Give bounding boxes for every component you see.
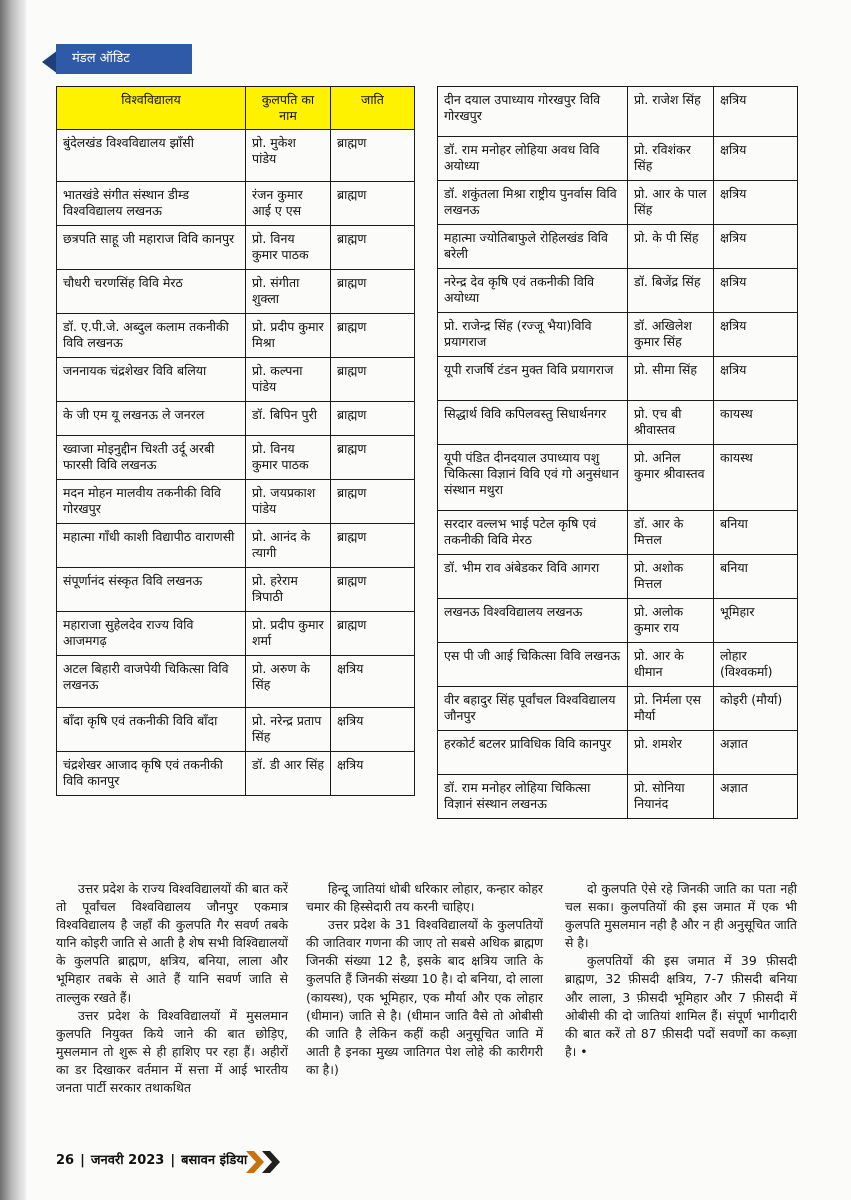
section-label: मंडल ऑडिट <box>72 51 130 66</box>
table-row <box>438 731 798 775</box>
double-chevron-icon <box>246 1151 286 1173</box>
cell-vc-name: प्रो. सीमा सिंह <box>628 357 714 401</box>
table-row <box>438 137 798 181</box>
cell-vc-name: प्रो. अनिल कुमार श्रीवास्तव <box>628 445 714 511</box>
cell-caste: कोइरी (मौर्या) <box>714 687 798 731</box>
cell-caste: क्षत्रिय <box>714 225 798 269</box>
cell-vc-name: डॉ. बिपिन पुरी <box>246 402 331 436</box>
cell-university: वीर बहादुर सिंह पूर्वांचल विश्वविद्यालय जौनपुर <box>438 687 628 731</box>
cell-university: डॉ. राम मनोहर लोहिया अवध विवि अयोध्या <box>438 137 628 181</box>
cell-vc-name: प्रो. जयप्रकाश पांडेय <box>246 480 331 524</box>
table-header-row <box>57 87 415 130</box>
cell-university: चंद्रशेखर आजाद कृषि एवं तकनीकी विवि कानपुर <box>57 752 246 796</box>
table-row <box>438 775 798 819</box>
cell-caste: ब्राह्मण <box>331 524 415 568</box>
cell-university: संपूर्णानंद संस्कृत विवि लखनऊ <box>57 568 246 612</box>
cell-caste: ब्राह्मण <box>331 612 415 656</box>
cell-caste: क्षत्रिय <box>714 357 798 401</box>
cell-vc-name: प्रो. आर के पाल सिंह <box>628 181 714 225</box>
table-row <box>57 480 415 524</box>
header-vc-name: कुलपति का नाम <box>246 87 331 130</box>
cell-caste: क्षत्रिय <box>714 269 798 313</box>
cell-vc-name: प्रो. एच बी श्रीवास्तव <box>628 401 714 445</box>
table-row <box>438 555 798 599</box>
article-column-2 <box>306 880 543 1079</box>
cell-university: नरेन्द्र देव कृषि एवं तकनीकी विवि अयोध्या <box>438 269 628 313</box>
article-column-1 <box>56 880 288 1097</box>
cell-university: सिद्धार्थ विवि कपिलवस्तु सिधार्थनगर <box>438 401 628 445</box>
cell-university: यूपी पंडित दीनदयाल उपाध्याय पशु चिकित्सा विज्ञानं विवि एवं गो अनुसंधान संस्थान मथुरा <box>438 445 628 511</box>
cell-vc-name: प्रो. विनय कुमार पाठक <box>246 436 331 480</box>
article-paragraph: उत्तर प्रदेश के विश्वविद्यालयों में मुसलमान कुलपति नियुक्त किये जाने की बात छोड़िए, मुसलमान तो शुरू से ही हाशिए पर रहा हैं। अहीरों का डर दिखाकर वर्तमान में सत्ता में आई भारतीय जनता पार्टी सरकार तथाकथित <box>56 1007 288 1096</box>
table-row <box>438 445 798 511</box>
table-row <box>438 599 798 643</box>
cell-vc-name: प्रो. शमशेर <box>628 731 714 775</box>
table-row <box>438 313 798 357</box>
table-row <box>57 752 415 796</box>
cell-university: छत्रपति साहू जी महाराज विवि कानपुर <box>57 226 246 270</box>
cell-caste: क्षत्रिय <box>714 313 798 357</box>
cell-vc-name: प्रो. प्रदीप कुमार शर्मा <box>246 612 331 656</box>
cell-caste: क्षत्रिय <box>331 752 415 796</box>
cell-vc-name: प्रो. आनंद के त्यागी <box>246 524 331 568</box>
cell-university: प्रो. राजेन्द्र सिंह (रज्जू भैया)विवि प्रयागराज <box>438 313 628 357</box>
vc-caste-table-left <box>56 86 415 796</box>
table-row <box>57 226 415 270</box>
cell-vc-name: प्रो. रविशंकर सिंह <box>628 137 714 181</box>
article-paragraph: दो कुलपति ऐसे रहे जिनकी जाति का पता नही चल सका। कुलपतियों की इस जमात में एक भी कुलपति मुसलमान नही है और न ही अनुसूचित जाति से है। <box>565 881 797 951</box>
article-paragraph: कुलपतियों की इस जमात में 39 फ़ीसदी ब्राह्मण, 32 फ़ीसदी क्षत्रिय, 7-7 फ़ीसदी बनिया और लाला, 3 फ़ीसदी भूमिहार और 7 फ़ीसदी में ओबीसी की दो जातियां शामिल हैं। संपूर्ण भागीदारी की बात करें तो 87 फ़ीसदी पदों सवर्णों का कब्ज़ा है। • <box>565 953 797 1059</box>
cell-university: सरदार वल्लभ भाई पटेल कृषि एवं तकनीकी विवि मेरठ <box>438 511 628 555</box>
table-row <box>57 402 415 436</box>
cell-caste: ब्राह्मण <box>331 226 415 270</box>
table-row <box>57 130 415 182</box>
header-caste: जाति <box>331 87 415 130</box>
cell-vc-name: प्रो. के पी सिंह <box>628 225 714 269</box>
cell-vc-name: डॉ. अखिलेश कुमार सिंह <box>628 313 714 357</box>
article-column-3 <box>565 880 797 1061</box>
cell-caste: ब्राह्मण <box>331 358 415 402</box>
cell-university: महात्मा गाँधी काशी विद्यापीठ वाराणसी <box>57 524 246 568</box>
cell-caste: बनिया <box>714 555 798 599</box>
cell-caste: क्षत्रिय <box>331 656 415 708</box>
table-row <box>438 511 798 555</box>
cell-caste: ब्राह्मण <box>331 182 415 226</box>
cell-caste: ब्राह्मण <box>331 402 415 436</box>
cell-vc-name: प्रो. नरेन्द्र प्रताप सिंह <box>246 708 331 752</box>
page-footer: 26 | जनवरी 2023 | बसावन इंडिया <box>56 1153 248 1168</box>
table-row <box>438 269 798 313</box>
table-row <box>57 358 415 402</box>
section-tag <box>42 44 192 76</box>
cell-university: दीन दयाल उपाध्याय गोरखपुर विवि गोरखपुर <box>438 87 628 137</box>
cell-university: एस पी जी आई चिकित्सा विवि लखनऊ <box>438 643 628 687</box>
vc-caste-table-right <box>437 86 798 819</box>
cell-caste: ब्राह्मण <box>331 314 415 358</box>
cell-caste: क्षत्रिय <box>714 181 798 225</box>
cell-vc-name: डॉ. आर के मित्तल <box>628 511 714 555</box>
cell-university: मदन मोहन मालवीय तकनीकी विवि गोरखपुर <box>57 480 246 524</box>
cell-vc-name: प्रो. कल्पना पांडेय <box>246 358 331 402</box>
cell-vc-name: प्रो. विनय कुमार पाठक <box>246 226 331 270</box>
article-paragraph: हिन्दू जातियां धोबी धरिकार लोहार, कन्हार कोहर चमार की हिस्सेदारी तय करनी चाहिए। <box>306 881 543 915</box>
cell-university: बुंदेलखंड विश्वविद्यालय झाँसी <box>57 130 246 182</box>
cell-university: डॉ. शकुंतला मिश्रा राष्ट्रीय पुनर्वास विवि लखनऊ <box>438 181 628 225</box>
cell-caste: क्षत्रिय <box>714 137 798 181</box>
cell-university: बाँदा कृषि एवं तकनीकी विवि बाँदा <box>57 708 246 752</box>
cell-vc-name: प्रो. संगीता शुक्ला <box>246 270 331 314</box>
cell-vc-name: प्रो. मुकेश पांडेय <box>246 130 331 182</box>
cell-vc-name: प्रो. अशोक मित्तल <box>628 555 714 599</box>
cell-university: लखनऊ विश्वविद्यालय लखनऊ <box>438 599 628 643</box>
cell-caste: ब्राह्मण <box>331 130 415 182</box>
table-row <box>438 401 798 445</box>
cell-caste: कायस्थ <box>714 445 798 511</box>
table-row <box>57 612 415 656</box>
cell-caste: भूमिहार <box>714 599 798 643</box>
magazine-name: बसावन इंडिया <box>181 1153 248 1168</box>
cell-vc-name: प्रो. अरुण के सिंह <box>246 656 331 708</box>
cell-caste: ब्राह्मण <box>331 436 415 480</box>
issue-date: जनवरी 2023 <box>90 1153 165 1168</box>
cell-vc-name: प्रो. निर्मला एस मौर्या <box>628 687 714 731</box>
cell-university: जननायक चंद्रशेखर विवि बलिया <box>57 358 246 402</box>
cell-caste: ब्राह्मण <box>331 568 415 612</box>
cell-university: ख्वाजा मोइनुद्दीन चिश्ती उर्दू अरबी फारसी विवि लखनऊ <box>57 436 246 480</box>
cell-vc-name: प्रो. राजेश सिंह <box>628 87 714 137</box>
cell-university: डॉ. ए.पी.जे. अब्दुल कलाम तकनीकी विवि लखनऊ <box>57 314 246 358</box>
cell-university: महाराजा सुहेलदेव राज्य विवि आजमगढ़ <box>57 612 246 656</box>
cell-caste: क्षत्रिय <box>714 87 798 137</box>
article-paragraph: उत्तर प्रदेश के राज्य विश्वविद्यालयों की बात करें तो पूर्वांचल विश्वविद्यालय जौनपुर एकमात्र विश्वविद्यालय है जहाँ की कुलपति गैर सवर्ण तबके यानि कोइरी जाति से आती है शेष सभी विश्विद्यालयों के कुलपति ब्राह्मण, क्षत्रिय, बनिया, लाला और भूमिहार तबके से आते हैं यानि सवर्ण जाति से ताल्लुक रखते हैं। <box>56 881 288 1005</box>
cell-university: भातखंडे संगीत संस्थान डीम्ड विश्वविद्यालय लखनऊ <box>57 182 246 226</box>
table-row <box>438 181 798 225</box>
header-university: विश्वविद्यालय <box>57 87 246 130</box>
table-row <box>57 568 415 612</box>
table-row <box>57 270 415 314</box>
cell-vc-name: रंजन कुमार आई ए एस <box>246 182 331 226</box>
cell-university: डॉ. राम मनोहर लोहिया चिकित्सा विज्ञानं संस्थान लखनऊ <box>438 775 628 819</box>
table-row <box>438 687 798 731</box>
page-spine-shadow <box>0 0 26 1200</box>
table-row <box>438 643 798 687</box>
cell-university: डॉ. भीम राव अंबेडकर विवि आगरा <box>438 555 628 599</box>
cell-caste: बनिया <box>714 511 798 555</box>
table-row <box>57 182 415 226</box>
table-row <box>57 708 415 752</box>
cell-vc-name: प्रो. सोनिया नियानंद <box>628 775 714 819</box>
cell-university: के जी एम यू लखनऊ ले जनरल <box>57 402 246 436</box>
cell-caste: लोहार (विश्वकर्मा) <box>714 643 798 687</box>
cell-vc-name: प्रो. प्रदीप कुमार मिश्रा <box>246 314 331 358</box>
cell-caste: अज्ञात <box>714 731 798 775</box>
cell-caste: ब्राह्मण <box>331 480 415 524</box>
cell-vc-name: प्रो. अलोक कुमार राय <box>628 599 714 643</box>
table-row <box>57 314 415 358</box>
cell-university: यूपी राजर्षि टंडन मुक्त विवि प्रयागराज <box>438 357 628 401</box>
table-row <box>57 656 415 708</box>
cell-caste: क्षत्रिय <box>331 708 415 752</box>
table-row <box>438 87 798 137</box>
table-row <box>438 225 798 269</box>
cell-university: अटल बिहारी वाजपेयी चिकित्सा विवि लखनऊ <box>57 656 246 708</box>
cell-caste: ब्राह्मण <box>331 270 415 314</box>
cell-vc-name: डॉ. डी आर सिंह <box>246 752 331 796</box>
table-row <box>438 357 798 401</box>
article-paragraph: उत्तर प्रदेश के 31 विश्वविद्यालयों के कुलपतियों की जातिवार गणना की जाए तो सबसे अधिक ब्राह्मण जिनकी संख्या 12 है, इसके बाद क्षत्रिय जाति के कुलपति हैं जिनकी संख्या 10 है। दो बनिया, दो लाला (कायस्थ), एक भूमिहार, एक मौर्या और एक लोहार (धीमान) जाति से है। (धीमान जाति वैसे तो ओबीसी की जाति है लेकिन कहीं कही अनुसूचित जाति में आती है इनका मुख्य जातिगत पेश लोहे की कारीगरी का है।) <box>306 917 543 1077</box>
cell-university: हरकोर्ट बटलर प्राविधिक विवि कानपुर <box>438 731 628 775</box>
cell-university: महात्मा ज्योतिबाफुले रोहिलखंड विवि बरेली <box>438 225 628 269</box>
cell-university: चौधरी चरणसिंह विवि मेरठ <box>57 270 246 314</box>
cell-vc-name: डॉ. बिजेंद्र सिंह <box>628 269 714 313</box>
table-row <box>57 436 415 480</box>
cell-vc-name: प्रो. आर के धीमान <box>628 643 714 687</box>
cell-caste: अज्ञात <box>714 775 798 819</box>
cell-caste: कायस्थ <box>714 401 798 445</box>
table-row <box>57 524 415 568</box>
page-number: 26 <box>56 1153 75 1168</box>
cell-vc-name: प्रो. हरेराम त्रिपाठी <box>246 568 331 612</box>
